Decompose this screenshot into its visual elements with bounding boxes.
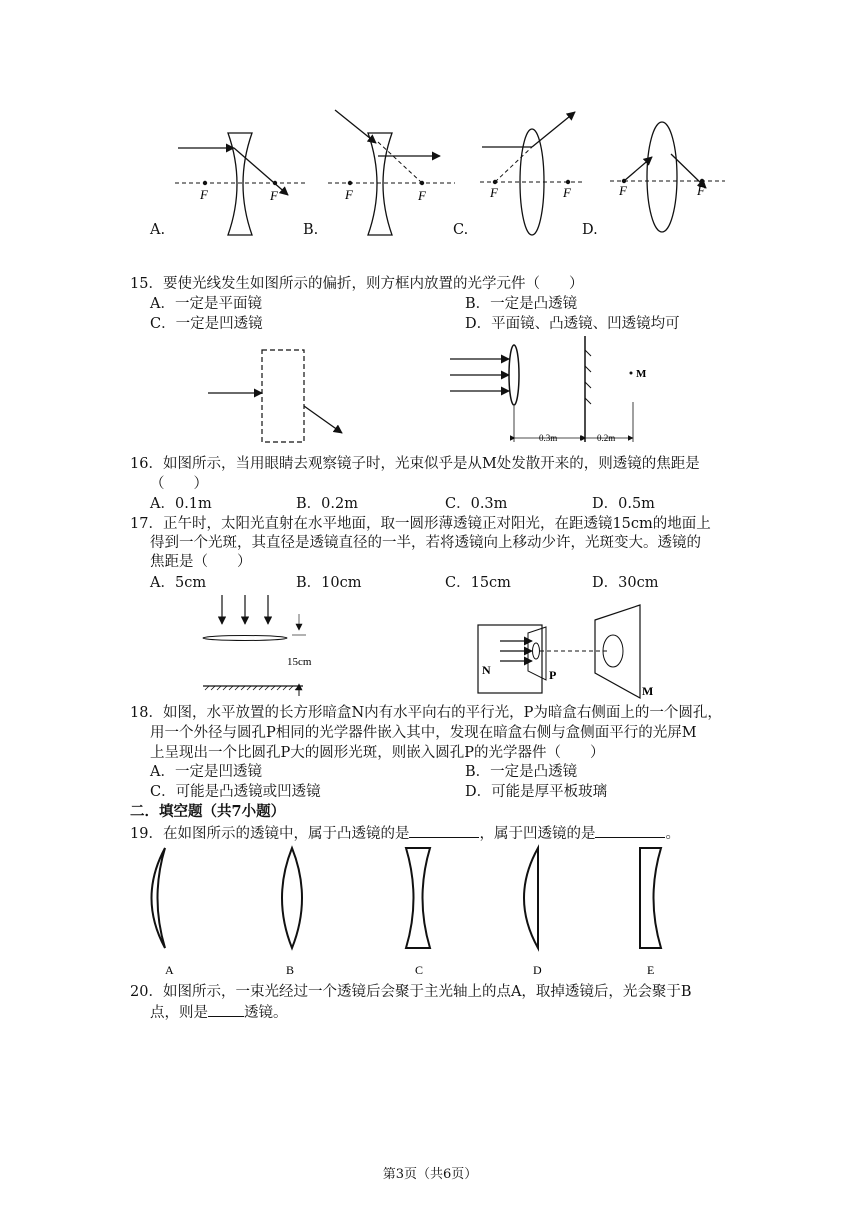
lens-label: E bbox=[647, 963, 655, 977]
q14-figures bbox=[150, 100, 740, 250]
q19-blank-convex[interactable] bbox=[409, 823, 479, 838]
q19-stem-part2: ，属于凹透镜的是 bbox=[479, 826, 596, 842]
lens-label: D bbox=[533, 963, 542, 977]
point-m-label: M bbox=[636, 368, 647, 380]
page-footer: 第3页（共6页） bbox=[382, 1167, 478, 1182]
q19-stem-part3: 。 bbox=[665, 826, 680, 842]
q17-stem-line1: 17．正午时，太阳光直射在水平地面，取一圆形薄透镜正对阳光，在距透镜15cm的地面上 bbox=[130, 516, 711, 532]
focus-label: F bbox=[490, 185, 498, 200]
q20-blank[interactable] bbox=[208, 1002, 244, 1017]
q14-option-a[interactable]: A. bbox=[150, 222, 166, 238]
q18-option-b[interactable]: B．一定是凸透镜 bbox=[465, 764, 578, 780]
lens-label: C bbox=[415, 963, 424, 977]
q20-stem-line1: 20．如图所示，一束光经过一个透镜后会聚于主光轴上的点A，取掉透镜后，光会聚于B bbox=[130, 984, 692, 1000]
q16-figure bbox=[445, 330, 665, 450]
q18-option-d[interactable]: D．可能是厚平板玻璃 bbox=[465, 784, 608, 800]
q14-option-d[interactable]: D. bbox=[582, 222, 598, 238]
q18-option-a[interactable]: A．一定是凹透镜 bbox=[150, 764, 262, 780]
q17-stem-line3: 焦距是（ ） bbox=[150, 554, 252, 570]
q15-option-a[interactable]: A．一定是平面镜 bbox=[150, 296, 262, 312]
q16-option-b[interactable]: B．0.2m bbox=[296, 496, 358, 512]
focus-label: F bbox=[200, 187, 208, 202]
q14-option-b[interactable]: B. bbox=[303, 222, 319, 238]
q17-option-a[interactable]: A．5cm bbox=[150, 575, 207, 591]
q14-option-c[interactable]: C. bbox=[453, 222, 469, 238]
q19-stem-part1: 19．在如图所示的透镜中，属于凸透镜的是 bbox=[130, 826, 410, 842]
q15-figure bbox=[200, 340, 360, 450]
q17-option-c[interactable]: C．15cm bbox=[445, 575, 511, 591]
q14-fig-b bbox=[328, 110, 455, 235]
q15-option-c[interactable]: C．一定是凹透镜 bbox=[150, 316, 263, 332]
q15-option-d[interactable]: D．平面镜、凸透镜、凹透镜均可 bbox=[465, 316, 680, 332]
q16-option-c[interactable]: C．0.3m bbox=[445, 496, 508, 512]
q19-blank-concave[interactable] bbox=[595, 823, 665, 838]
focus-label: F bbox=[697, 183, 705, 198]
lens-d bbox=[524, 848, 538, 948]
q19-figure bbox=[130, 840, 690, 980]
lens-b bbox=[282, 848, 302, 948]
hole-p-label: P bbox=[549, 668, 557, 682]
q14-fig-d bbox=[610, 122, 725, 232]
q17-option-d[interactable]: D．30cm bbox=[592, 575, 659, 591]
q16-option-a[interactable]: A．0.1m bbox=[150, 496, 212, 512]
q15-option-b[interactable]: B．一定是凸透镜 bbox=[465, 296, 578, 312]
q14-fig-a bbox=[175, 133, 305, 235]
section-heading: 二．填空题（共7小题） bbox=[130, 803, 286, 820]
q20-stem-line2 bbox=[150, 1002, 288, 1022]
q18-stem-line1: 18．如图，水平放置的长方形暗盒N内有水平向右的平行光，P为暗盒右侧面上的一个圆孔， bbox=[130, 705, 722, 721]
q18-figure bbox=[470, 600, 690, 700]
box-n-label: N bbox=[482, 663, 491, 677]
focus-label: F bbox=[619, 183, 627, 198]
q15-stem: 15．要使光线发生如图所示的偏折，则方框内放置的光学元件（ ） bbox=[130, 276, 584, 292]
q16-option-d[interactable]: D．0.5m bbox=[592, 496, 655, 512]
q16-stem-line2: （ ） bbox=[150, 476, 208, 492]
lens-label: B bbox=[286, 963, 295, 977]
q16-stem-line1: 16．如图所示，当用眼睛去观察镜子时，光束似乎是从M处发散开来的，则透镜的焦距是 bbox=[130, 456, 700, 472]
distance-label: 0.2m bbox=[597, 433, 616, 443]
q20-stem-part1: 点，则是 bbox=[150, 1005, 208, 1021]
distance-label: 15cm bbox=[287, 656, 312, 668]
screen-m-label: M bbox=[642, 684, 654, 698]
focus-label: F bbox=[563, 185, 571, 200]
q14-fig-c bbox=[480, 112, 585, 235]
q18-option-c[interactable]: C．可能是凸透镜或凹透镜 bbox=[150, 784, 321, 800]
q20-stem-part2: 透镜。 bbox=[244, 1005, 288, 1021]
q18-stem-line3: 上呈现出一个比圆孔P大的圆形光斑，则嵌入圆孔P的光学器件（ ） bbox=[150, 745, 605, 761]
lens-c bbox=[406, 848, 430, 948]
lens-a bbox=[152, 848, 166, 948]
focus-label: F bbox=[270, 188, 278, 203]
lens-label: A bbox=[165, 963, 174, 977]
q17-option-b[interactable]: B．10cm bbox=[296, 575, 362, 591]
distance-label: 0.3m bbox=[539, 433, 558, 443]
focus-label: F bbox=[418, 188, 426, 203]
q17-figure bbox=[195, 590, 335, 700]
q18-stem-line2: 用一个外径与圆孔P相同的光学器件嵌入其中，发现在暗盒右侧与盒侧面平行的光屏M bbox=[150, 725, 697, 741]
lens-e bbox=[640, 848, 661, 948]
q17-stem-line2: 得到一个光斑，其直径是透镜直径的一半，若将透镜向上移动少许，光斑变大。透镜的 bbox=[150, 535, 701, 551]
focus-label: F bbox=[345, 187, 353, 202]
